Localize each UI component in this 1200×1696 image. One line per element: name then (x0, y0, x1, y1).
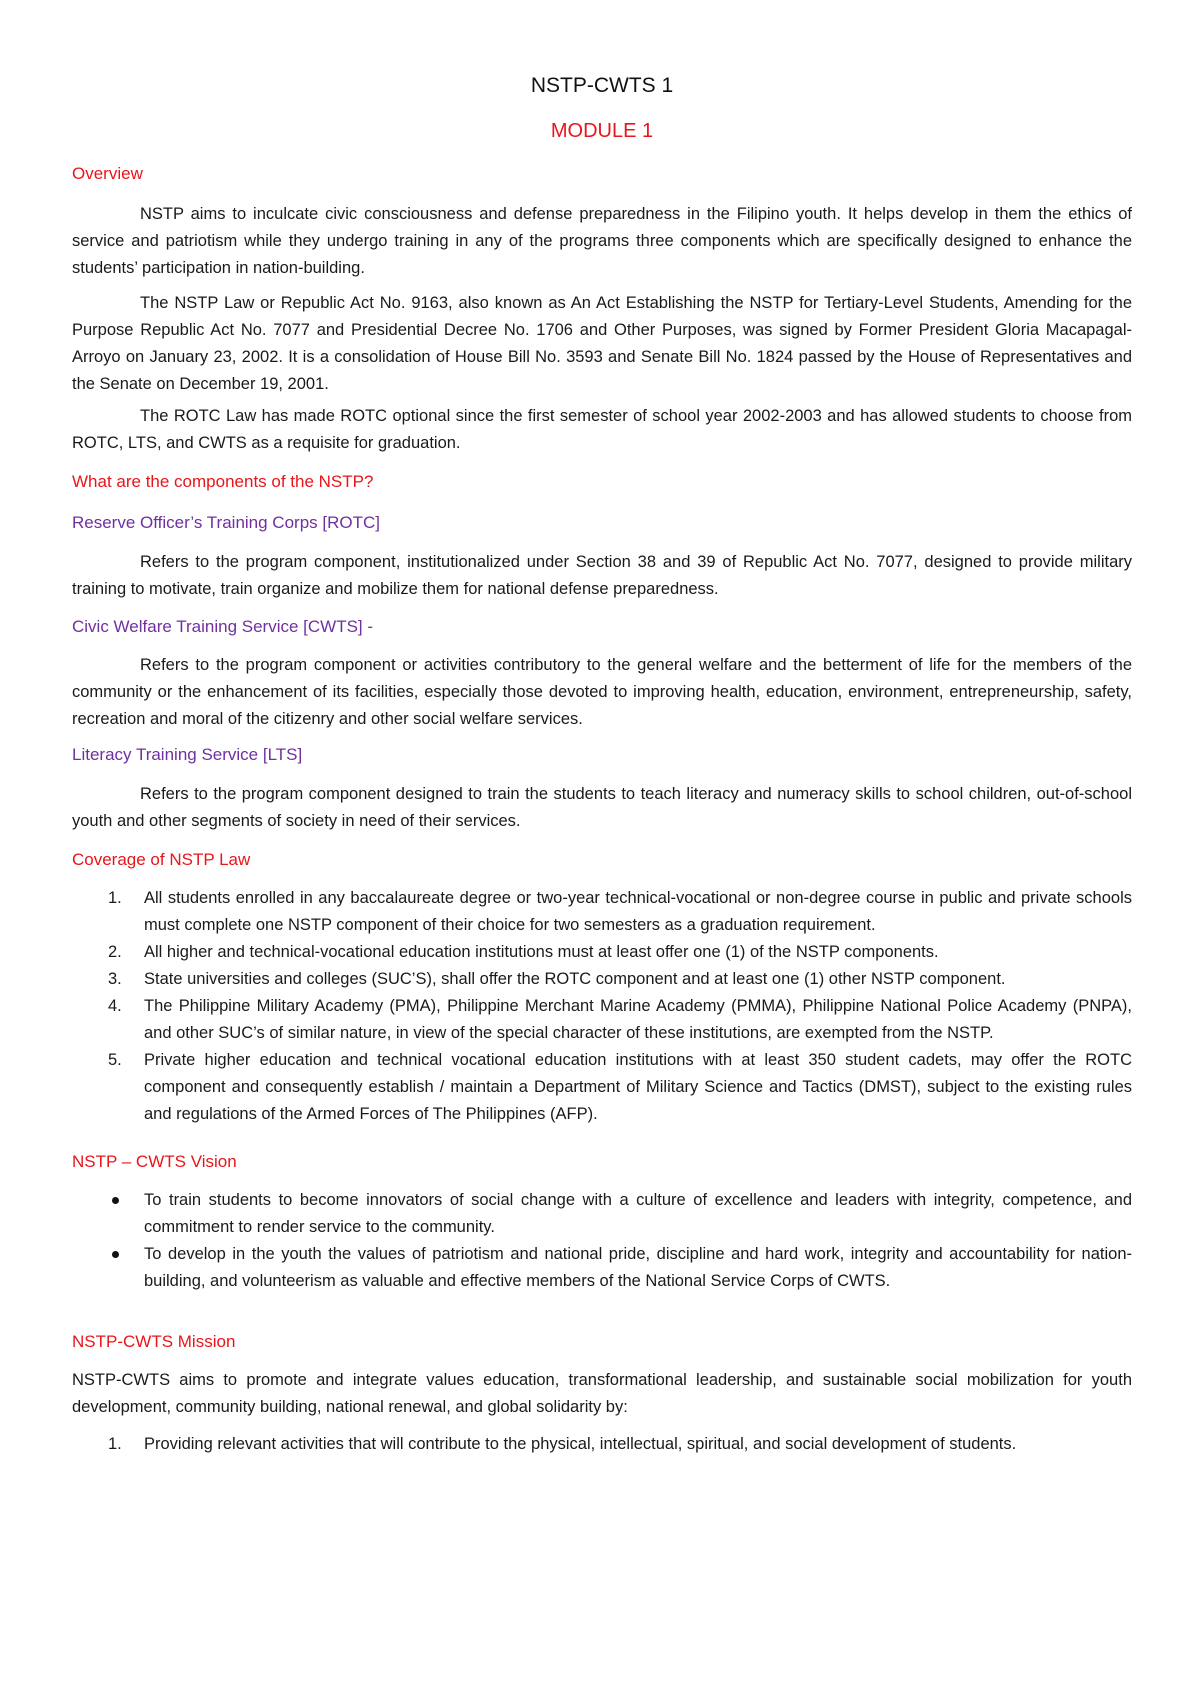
rotc-heading: Reserve Officer’s Training Corps [ROTC] (72, 513, 380, 532)
vision-heading: NSTP – CWTS Vision (72, 1152, 237, 1171)
overview-paragraph-3: The ROTC Law has made ROTC optional since the first semester of school year 2002-2003 and has allowed students to choose from ROTC, LTS, and CWTS as a requisite for graduation. (72, 407, 1132, 452)
list-item: 5. Private higher education and technical vocational education institutions with at least 350 student cadets, may offer the ROTC component and consequently establish / maintain a Department of Military Science and Tactics (DMST), subject to the existing rules and regulations of the Armed Forces of The Philippines (AFP). (108, 1051, 1132, 1123)
cwts-heading: Civic Welfare Training Service [CWTS] - (72, 617, 374, 636)
overview-paragraph-2: The NSTP Law or Republic Act No. 9163, also known as An Act Establishing the NSTP for Tertiary-Level Students, Amending for the Purpose Republic Act No. 7077 and Presidential Decree No. 1706 and Other Purposes, was signed by Former President Gloria Macapagal-Arroyo on January 23, 2002. It is a consolidation of House Bill No. 3593 and Senate Bill No. 1824 passed by the House of Representatives and the Senate on December 19, 2001. (72, 294, 1132, 393)
list-item: 4. The Philippine Military Academy (PMA), Philippine Merchant Marine Academy (PMMA), Philippine National Police Academy (PNPA), and other SUC’s of similar nature, in view of the special character of these institutions, are exempted from the NSTP. (108, 997, 1132, 1042)
list-item: To develop in the youth the values of patriotism and national pride, discipline and hard work, integrity and accountability for nation-building, and volunteerism as valuable and effective members of the National Service Corps of CWTS. (144, 1245, 1132, 1290)
coverage-list (72, 885, 1132, 1128)
lts-heading: Literacy Training Service [LTS] (72, 745, 303, 764)
list-item: 1. Providing relevant activities that will contribute to the physical, intellectual, spiritual, and social development of students. (108, 1435, 1017, 1453)
mission-list (72, 1431, 1132, 1458)
mission-intro: NSTP-CWTS aims to promote and integrate values education, transformational leadership, and sustainable social mobilization for youth development, community building, national renewal, and global solidarity by: (72, 1371, 1132, 1416)
list-item: 2. All higher and technical-vocational education institutions must at least offer one (1) of the NSTP components. (108, 943, 939, 961)
list-item: 1. All students enrolled in any baccalaureate degree or two-year technical-vocational or non-degree course in public and private schools must complete one NSTP component of their choice for two semesters as a graduation requirement. (108, 889, 1132, 934)
overview-paragraph-1: NSTP aims to inculcate civic consciousness and defense preparedness in the Filipino youth. It helps develop in them the ethics of service and patriotism while they undergo training in any of the programs three components which are specifically designed to enhance the students’ participation in nation-building. (72, 205, 1132, 277)
mission-heading: NSTP-CWTS Mission (72, 1332, 236, 1351)
cwts-description: Refers to the program component or activities contributory to the general welfare and the betterment of life for the members of the community or the enhancement of its facilities, especially those devoted to improving health, education, environment, entrepreneurship, safety, recreation and moral of the citizenry and other social welfare services. (72, 656, 1132, 728)
coverage-heading: Coverage of NSTP Law (72, 850, 251, 869)
vision-list (72, 1187, 1132, 1295)
components-heading: What are the components of the NSTP? (72, 472, 374, 491)
rotc-description: Refers to the program component, institutionalized under Section 38 and 39 of Republic Act No. 7077, designed to provide military training to motivate, train organize and mobilize them for national defense preparedness. (72, 553, 1132, 598)
lts-description: Refers to the program component designed to train the students to teach literacy and numeracy skills to school children, out-of-school youth and other segments of society in need of their services. (72, 785, 1132, 830)
overview-heading: Overview (72, 164, 143, 183)
module-heading: MODULE 1 (550, 120, 654, 142)
list-item: 3. State universities and colleges (SUC’S), shall offer the ROTC component and at least one (1) other NSTP component. (108, 970, 1006, 988)
document-title: NSTP-CWTS 1 (530, 74, 674, 97)
list-item: To train students to become innovators of social change with a culture of excellence and leaders with integrity, competence, and commitment to render service to the community. (144, 1191, 1132, 1236)
